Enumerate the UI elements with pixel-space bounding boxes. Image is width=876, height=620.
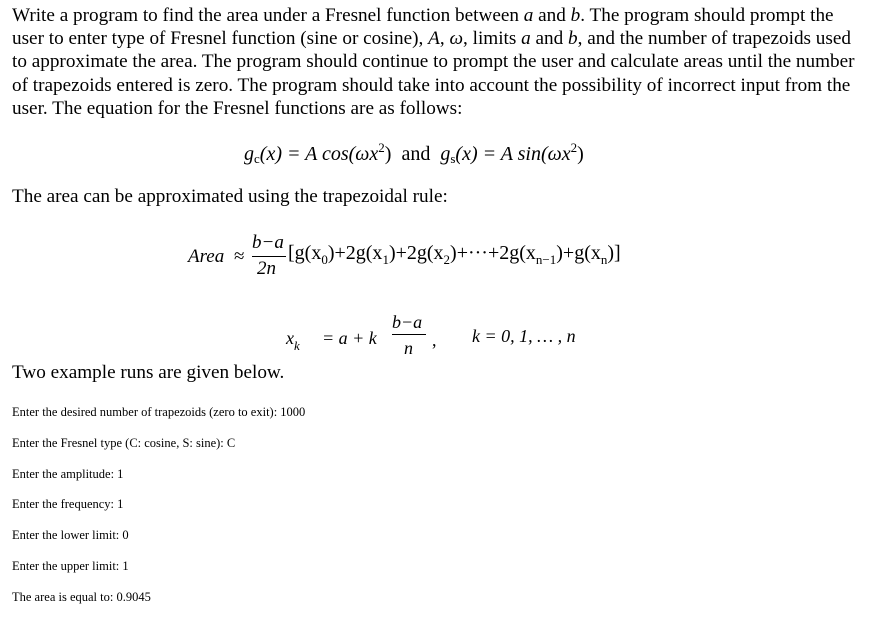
sum-part: )+2g(x	[327, 242, 383, 264]
xk-formula	[286, 312, 626, 362]
examples-intro: Two example runs are given below.	[12, 362, 285, 383]
xk-subscript: k	[294, 338, 300, 353]
var-a: a	[523, 5, 534, 26]
text-segment: Write a program to find the area under a Fresnel function between	[12, 5, 524, 26]
fraction-bar	[252, 256, 286, 257]
k-range	[472, 326, 576, 347]
sum-part: )+···+2g(x	[450, 242, 536, 264]
gc-exponent: 2	[378, 140, 385, 155]
sum-part: [g(x	[288, 242, 322, 264]
and-word: and	[401, 143, 431, 165]
comma: ,	[432, 330, 437, 350]
trapezoid-intro: The area can be approximated using the trapezoidal rule:	[12, 186, 448, 207]
sum-subscript: 1	[382, 252, 389, 267]
run-line: Enter the lower limit: 0	[12, 528, 129, 543]
fraction-bar	[392, 334, 426, 335]
xk-base: x	[286, 328, 294, 348]
run-line: Enter the upper limit: 1	[12, 558, 129, 573]
var-b: b	[568, 28, 578, 50]
gc-expression: (x) = A cos(ωx	[259, 143, 379, 165]
fraction-numerator: b−a	[392, 312, 423, 332]
text-segment: , and the number of trapezoids used to approximate the area. The program should continue to prompt the user and calculate areas until the number of trapezoids entered is zero. The program should take into account the possibility of incorrect input from the user. The equation for the Fresnel functions are as follows:	[12, 28, 855, 119]
fraction-denominator: n	[404, 338, 413, 358]
var-omega: ω	[449, 28, 464, 50]
example-run	[12, 404, 305, 620]
sum-subscript: 2	[443, 252, 451, 267]
var-a: a	[521, 28, 531, 50]
trapezoid-sum	[288, 242, 621, 268]
xk-rhs-text: = a + k	[322, 328, 377, 348]
sum-part: )+2g(x	[388, 242, 444, 264]
run-line: Enter the desired number of trapezoids (zero to exit): 1000	[12, 405, 306, 419]
sum-part: )+g(x	[556, 242, 601, 264]
text-segment: and	[530, 28, 569, 50]
gs-exponent: 2	[570, 140, 578, 155]
gc-symbol: g	[244, 143, 254, 165]
text-segment: and	[533, 5, 571, 26]
gc-subscript: c	[254, 151, 260, 166]
sum-part: )]	[607, 242, 621, 264]
gs-expression: (x) = A sin(ωx	[455, 143, 571, 165]
gs-subscript: s	[450, 151, 456, 166]
run-line: Enter the amplitude: 1	[12, 466, 124, 481]
run-line: Enter the frequency: 1	[12, 497, 124, 512]
sum-subscript: n−1	[535, 252, 557, 267]
k-range-text: k = 0, 1, … , n	[472, 326, 576, 346]
fraction-denominator: 2n	[257, 258, 276, 279]
var-b: b	[570, 5, 581, 26]
xk-symbol	[286, 328, 300, 354]
gs-symbol: g	[440, 143, 451, 165]
sum-subscript: n	[600, 252, 608, 267]
xk-rhs	[322, 328, 377, 349]
fresnel-equations	[244, 140, 584, 167]
gc-close: )	[384, 143, 392, 165]
run-line: The area is equal to: 0.9045	[12, 589, 151, 604]
approx-sign: ≈	[234, 246, 245, 267]
text-segment: , limits	[463, 28, 522, 50]
problem-statement	[12, 4, 862, 120]
var-amplitude: A	[428, 28, 440, 50]
area-label: Area	[188, 246, 225, 267]
text-segment: . The program should prompt the user to enter type of Fresnel function (sine or cosine),	[12, 5, 834, 50]
text-segment: ,	[439, 28, 450, 50]
fraction-numerator: b−a	[252, 232, 284, 253]
sum-subscript: 0	[321, 252, 328, 267]
run-line: Enter the Fresnel type (C: cosine, S: sine): C	[12, 435, 236, 450]
gs-close: )	[577, 143, 584, 165]
trapezoid-formula	[188, 232, 728, 286]
